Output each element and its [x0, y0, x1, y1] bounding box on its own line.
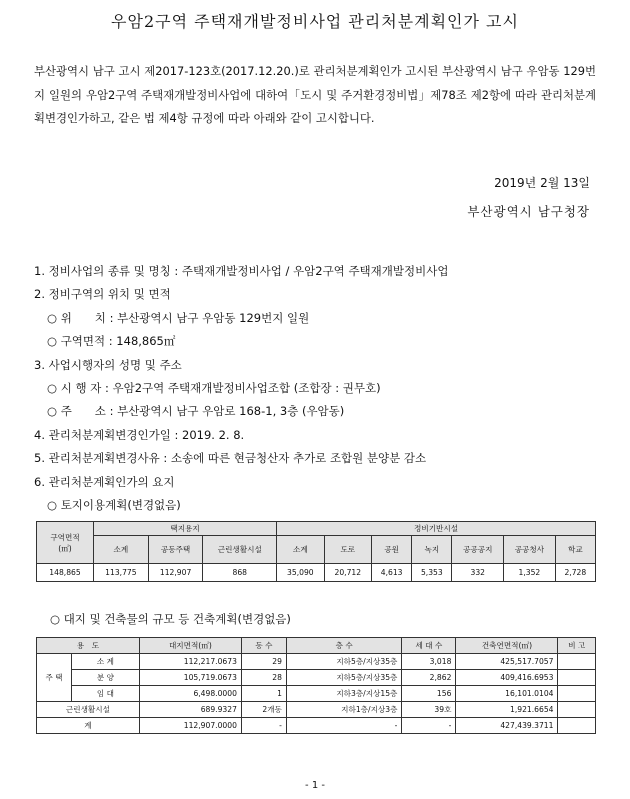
- cell: 지하1층/지상3층: [286, 702, 402, 718]
- cell: 16,101.0104: [456, 686, 558, 702]
- cell: 2개동: [241, 702, 286, 718]
- cell: -: [286, 718, 402, 734]
- cell: 29: [241, 654, 286, 670]
- cell: 2,728: [555, 564, 595, 582]
- item-2-area: ○ 구역면적 : 148,865㎡: [47, 334, 176, 349]
- cell: 112,907: [148, 564, 203, 582]
- cell: 20,712: [324, 564, 371, 582]
- cell: 35,090: [277, 564, 324, 582]
- cell: 지하5층/지상35층: [286, 670, 402, 686]
- item-3: 3. 사업시행자의 성명 및 주소: [34, 357, 182, 372]
- cell: 427,439.3711: [456, 718, 558, 734]
- cell: 1,352: [504, 564, 556, 582]
- building-plan-table: [36, 637, 596, 734]
- col-header: 소계: [94, 536, 149, 564]
- col-header: 학교: [555, 536, 595, 564]
- area-label: 구역면적: [50, 532, 80, 542]
- col-header: 용 도: [37, 638, 140, 654]
- cell: 6,498.0000: [139, 686, 241, 702]
- col-header: 건축연면적(㎡): [456, 638, 558, 654]
- cell: [558, 654, 596, 670]
- cell: [558, 686, 596, 702]
- col-header: 공공공지: [452, 536, 504, 564]
- cell: 112,217.0673: [139, 654, 241, 670]
- cell: 2,862: [402, 670, 456, 686]
- col-header: 대지면적(㎡): [139, 638, 241, 654]
- cell: 689.9327: [139, 702, 241, 718]
- col-header: 도로: [324, 536, 371, 564]
- row-label: 계: [37, 718, 140, 734]
- cell: 409,416.6953: [456, 670, 558, 686]
- cell: 112,907.0000: [139, 718, 241, 734]
- table-row: [37, 654, 596, 670]
- area-unit: (㎡): [58, 543, 72, 553]
- cell: 39호: [402, 702, 456, 718]
- cell: 5,353: [412, 564, 452, 582]
- col-header: 근린생활시설: [203, 536, 277, 564]
- notice-items: [34, 260, 604, 517]
- cell: 425,517.7057: [456, 654, 558, 670]
- cell: 113,775: [94, 564, 149, 582]
- table-row: [37, 686, 596, 702]
- cell: 28: [241, 670, 286, 686]
- col-header: 공원: [372, 536, 412, 564]
- cell: 332: [452, 564, 504, 582]
- item-5: 5. 관리처분계획변경사유 : 소송에 따른 현금청산자 추가로 조합원 분양분 감소: [34, 451, 427, 466]
- table-row: [37, 702, 596, 718]
- col-header: 녹지: [412, 536, 452, 564]
- table-row: [37, 670, 596, 686]
- col-header: 비 고: [558, 638, 596, 654]
- item-6-land-use: ○ 토지이용계획(변경없음): [47, 497, 181, 512]
- col-header: 동 수: [241, 638, 286, 654]
- col-header: 공동주택: [148, 536, 203, 564]
- page-number: - 1 -: [305, 780, 325, 791]
- infra-header: 정비기반시설: [277, 522, 596, 536]
- section-building-plan: ○ 대지 및 건축물의 규모 등 건축계획(변경없음): [50, 612, 291, 626]
- intro-paragraph: [34, 60, 596, 131]
- cell: [558, 702, 596, 718]
- col-header: 세 대 수: [402, 638, 456, 654]
- col-header: 층 수: [286, 638, 402, 654]
- col-area-header: [37, 522, 94, 564]
- row-label: 분 양: [72, 670, 140, 686]
- item-4: 4. 관리처분계획변경인가일 : 2019. 2. 8.: [34, 427, 245, 442]
- notice-date: 2019년 2월 13일: [494, 176, 590, 190]
- item-6: 6. 관리처분계획인가의 요지: [34, 474, 175, 489]
- cell: -: [241, 718, 286, 734]
- cell: 868: [203, 564, 277, 582]
- item-2: 2. 정비구역의 위치 및 면적: [34, 287, 171, 302]
- item-3-operator: ○ 시 행 자 : 우암2구역 주택재개발정비사업조합 (조합장 : 권무호): [47, 380, 381, 395]
- page-title: 우암2구역 주택재개발정비사업 관리처분계획인가 고시: [111, 12, 519, 31]
- group-label: 주 택: [37, 654, 72, 702]
- cell: 지하3층/지상15층: [286, 686, 402, 702]
- land-header: 택지용지: [94, 522, 277, 536]
- intro-text: 부산광역시 남구 고시 제2017-123호(2017.12.20.)로 관리처분계획인가 고시된 부산광역시 남구 우암동 129번지 일원의 우암2구역 주택재개발정비사업에 대하여「도시 및 주거환경정비법」제78조 제2항에 따라 관리처분계획변경인가하고, 같은 법 제4항 규정에 따라 아래와 같이 고시합니다.: [34, 64, 596, 125]
- row-label: 근린생활시설: [37, 702, 140, 718]
- table-row: [37, 564, 596, 582]
- cell: -: [402, 718, 456, 734]
- cell: 105,719.0673: [139, 670, 241, 686]
- item-2-location: ○ 위 치 : 부산광역시 남구 우암동 129번지 일원: [47, 310, 310, 325]
- cell: [558, 670, 596, 686]
- cell: 3,018: [402, 654, 456, 670]
- row-label: 임 대: [72, 686, 140, 702]
- col-header: 소계: [277, 536, 324, 564]
- cell: 156: [402, 686, 456, 702]
- item-3-address: ○ 주 소 : 부산광역시 남구 우암로 168-1, 3층 (우암동): [47, 404, 345, 419]
- row-label: 소 계: [72, 654, 140, 670]
- land-use-table: [36, 521, 596, 582]
- col-header: 공공청사: [504, 536, 556, 564]
- cell: 148,865: [37, 564, 94, 582]
- table-row: [37, 718, 596, 734]
- cell: 4,613: [372, 564, 412, 582]
- cell: [558, 718, 596, 734]
- issuer: 부산광역시 남구청장: [467, 204, 590, 219]
- cell: 1,921.6654: [456, 702, 558, 718]
- cell: 1: [241, 686, 286, 702]
- cell: 지하5층/지상35층: [286, 654, 402, 670]
- item-1: 1. 정비사업의 종류 및 명칭 : 주택재개발정비사업 / 우암2구역 주택재개발정비사업: [34, 264, 449, 278]
